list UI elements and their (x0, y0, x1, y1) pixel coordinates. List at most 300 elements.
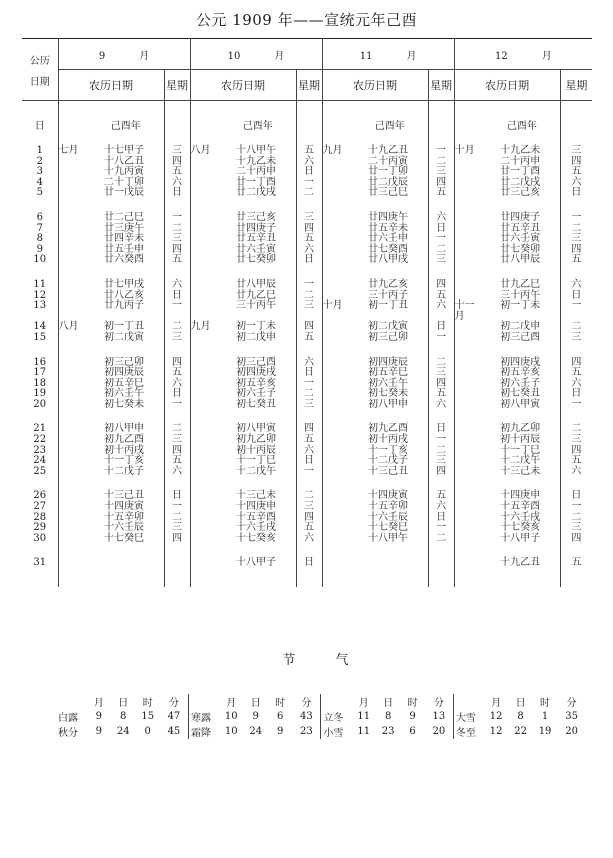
gregorian-day: 3 (36, 166, 43, 178)
lunar-month (322, 188, 352, 199)
solar-term-col-label: 分 (566, 698, 577, 709)
ganzhi: 甲子 (124, 145, 144, 156)
solar-term-month: 9 (95, 711, 102, 722)
weekday: 三 (296, 213, 322, 224)
lunar-day: 廿八 (500, 254, 521, 266)
weekday: 三 (560, 333, 592, 344)
lunar-month (190, 558, 220, 569)
lunar-month (190, 234, 220, 245)
ganzhi: 壬子 (520, 377, 541, 389)
solar-term-month: 11 (357, 726, 371, 737)
lunar-month (58, 358, 88, 369)
ganzhi: 乙未 (256, 155, 276, 167)
weekday: 四 (164, 534, 190, 545)
weekday: 四 (428, 379, 454, 390)
lunar-month: 七月 (58, 146, 88, 157)
lunar-month (190, 491, 220, 502)
weekday: 日 (296, 456, 322, 467)
lunar-month (190, 255, 220, 266)
lunar-month: 十一月 (454, 301, 484, 322)
lunar-day: 初七 (368, 388, 389, 400)
ganzhi: 壬午 (124, 388, 144, 400)
weekday: 三 (428, 368, 454, 379)
lunar-month (58, 280, 88, 291)
weekday: 四 (164, 446, 190, 457)
month-header-10: 10 月 (190, 39, 322, 70)
weekday: 一 (164, 301, 190, 322)
weekday: 二 (164, 322, 190, 333)
ganzhi: 癸巳 (124, 532, 144, 544)
gregorian-day: 4 (36, 176, 43, 188)
ganzhi: 丙午 (520, 289, 541, 301)
lunar-month (454, 446, 484, 457)
lunar-month (322, 467, 352, 478)
lunar-day: 十六 (236, 522, 256, 534)
weekday: 五 (164, 167, 190, 178)
lunar-day: 初二 (104, 331, 124, 343)
weekday: 二 (428, 358, 454, 369)
weekday: 日 (164, 491, 190, 502)
lunar-month (322, 224, 352, 235)
ganzhi: 壬戌 (256, 522, 276, 534)
lunar-day: 十二 (236, 465, 256, 477)
lunar-month (58, 400, 88, 411)
ganzhi: 丙寅 (388, 155, 409, 167)
weekday: 二 (428, 157, 454, 168)
ganzhi: 壬申 (124, 243, 144, 255)
gregorian-day: 22 (33, 434, 47, 446)
ganzhi: 壬辰 (388, 511, 409, 523)
weekday: 六 (560, 280, 592, 291)
lunar-month (190, 400, 220, 411)
ganzhi: 乙卯 (256, 434, 276, 446)
lunar-day: 初六 (368, 377, 389, 389)
lunar-day: 初一 (500, 300, 521, 312)
weekday: 日 (164, 389, 190, 400)
ganzhi: 甲辰 (520, 254, 541, 266)
gregorian-date-header: 公历 日期 (22, 39, 58, 101)
ganzhi: 戊戌 (520, 176, 541, 188)
lunar-month (454, 379, 484, 390)
lunar-month (454, 188, 484, 199)
lunar-date-header: 农历日期 (190, 70, 296, 101)
lunar-day: 初九 (236, 434, 256, 446)
weekday: 一 (560, 301, 592, 322)
ganzhi: 乙巳 (520, 278, 541, 290)
gregorian-day: 20 (33, 398, 47, 410)
lunar-day: 初三 (368, 331, 389, 343)
weekday: 三 (164, 333, 190, 344)
lunar-day: 廿三 (500, 187, 521, 199)
lunar-day: 廿九 (368, 278, 389, 290)
lunar-month (322, 491, 352, 502)
ganzhi: 己亥 (256, 211, 276, 223)
ganzhi: 甲戌 (388, 254, 409, 266)
solar-term-name: 寒露 (188, 709, 219, 724)
page-title: 公元 1909 年——宣统元年己酉 (195, 11, 418, 29)
lunar-day: 初八 (500, 398, 521, 410)
weekday: 六 (428, 502, 454, 513)
weekday: 六 (164, 379, 190, 390)
ganzhi: 乙丑 (124, 155, 144, 167)
ganzhi: 癸丑 (520, 388, 541, 400)
lunar-day: 初十 (104, 444, 124, 456)
lunar-day: 初九 (368, 423, 389, 435)
gregorian-day: 23 (33, 444, 47, 456)
lunar-date-header: 农历日期 (58, 70, 164, 101)
weekday: 三 (428, 167, 454, 178)
month-header-11: 11 月 (322, 39, 454, 70)
lunar-date-header: 农历日期 (454, 70, 560, 101)
lunar-day: 廿五 (104, 243, 124, 255)
ganzhi: 丁酉 (520, 166, 541, 178)
ganzhi: 壬寅 (520, 233, 541, 245)
weekday: 三 (164, 435, 190, 446)
weekday: 六 (428, 400, 454, 411)
ganzhi: 丁巳 (256, 455, 276, 467)
lunar-month (322, 435, 352, 446)
gregorian-day: 21 (33, 423, 47, 435)
table-row (22, 333, 592, 344)
lunar-day: 初三 (236, 356, 256, 368)
table-row (22, 467, 592, 478)
year-ganzhi: 己酉年 (506, 121, 537, 132)
solar-term-col-label: 分 (168, 698, 179, 709)
weekday: 三 (164, 146, 190, 157)
lunar-month (190, 333, 220, 344)
ganzhi: 丙申 (256, 166, 276, 178)
weekday: 三 (296, 502, 322, 513)
solar-term-day: 24 (116, 726, 130, 737)
solar-term-col-label: 月 (491, 698, 502, 709)
lunar-day: 廿八 (104, 289, 124, 301)
ganzhi: 己亥 (520, 187, 541, 199)
lunar-day: 十二 (500, 455, 521, 467)
lunar-day: 廿一 (368, 166, 389, 178)
lunar-month (454, 400, 484, 411)
gregorian-day: 25 (33, 465, 47, 477)
lunar-month (58, 245, 88, 256)
weekday: 二 (296, 491, 322, 502)
ganzhi: 庚子 (256, 222, 276, 234)
weekday: 日 (428, 322, 454, 333)
lunar-month (322, 322, 352, 333)
weekday: 一 (164, 213, 190, 224)
weekday: 二 (560, 424, 592, 435)
lunar-month (454, 368, 484, 379)
weekday: 一 (428, 146, 454, 157)
ganzhi: 丙戌 (124, 444, 144, 456)
weekday: 六 (560, 379, 592, 390)
lunar-month (322, 333, 352, 344)
lunar-day: 初六 (104, 388, 124, 400)
lunar-day: 廿一 (104, 187, 124, 199)
weekday: 五 (428, 291, 454, 302)
solar-term-col-label: 分 (301, 698, 312, 709)
lunar-month (190, 534, 220, 545)
ganzhi: 丙子 (388, 289, 409, 301)
weekday: 二 (428, 245, 454, 256)
ganzhi: 辛未 (124, 233, 144, 245)
ganzhi: 辛丑 (520, 222, 541, 234)
lunar-month (58, 167, 88, 178)
lunar-month (190, 188, 220, 199)
weekday: 四 (428, 178, 454, 189)
gregorian-day: 29 (33, 522, 47, 534)
weekday: 二 (296, 188, 322, 199)
ganzhi: 甲辰 (256, 278, 276, 290)
gregorian-day: 2 (36, 155, 43, 167)
lunar-month (322, 213, 352, 224)
lunar-day: 十九 (500, 557, 521, 569)
weekday: 三 (560, 234, 592, 245)
ganzhi: 庚午 (124, 222, 144, 234)
lunar-day: 十七 (104, 145, 124, 156)
lunar-month (190, 467, 220, 478)
solar-term-day: 8 (120, 711, 127, 722)
weekday: 日 (428, 424, 454, 435)
weekday: 四 (296, 322, 322, 333)
lunar-month (190, 178, 220, 189)
weekday: 五 (428, 188, 454, 199)
lunar-month (190, 224, 220, 235)
lunar-month: 十月 (454, 146, 484, 157)
lunar-month (454, 467, 484, 478)
weekday (428, 558, 454, 569)
lunar-month (454, 558, 484, 569)
solar-term-hour: 15 (141, 711, 155, 722)
solar-terms-title: 节 气 (282, 653, 367, 668)
lunar-day: 廿四 (368, 211, 389, 223)
lunar-month (454, 491, 484, 502)
lunar-day: 三十 (368, 289, 389, 301)
lunar-month (190, 456, 220, 467)
lunar-day: 十二 (368, 455, 389, 467)
lunar-day (352, 558, 388, 569)
gregorian-day: 31 (33, 557, 47, 569)
gregorian-day: 9 (36, 243, 43, 255)
ganzhi: 庚申 (256, 501, 276, 513)
weekday: 五 (296, 146, 322, 157)
solar-term-col-label: 时 (142, 698, 153, 709)
solar-term-minute: 23 (300, 726, 313, 737)
lunar-day: 初七 (236, 398, 256, 410)
ganzhi: 庚寅 (388, 490, 409, 502)
lunar-day: 十五 (236, 511, 256, 523)
weekday: 日 (164, 188, 190, 199)
lunar-day: 初四 (500, 356, 521, 368)
lunar-month (190, 245, 220, 256)
solar-term-minute: 13 (432, 711, 446, 722)
solar-term-hour: 1 (541, 711, 549, 722)
weekday-header: 星期 (164, 70, 190, 101)
lunar-month (322, 157, 352, 168)
weekday: 日 (296, 167, 322, 178)
weekday: 六 (428, 301, 454, 322)
lunar-day: 初一 (368, 300, 389, 312)
lunar-month (322, 280, 352, 291)
weekday: 一 (560, 502, 592, 513)
ganzhi: 辛巳 (124, 377, 144, 389)
weekday: 三 (560, 146, 592, 157)
lunar-day: 十五 (368, 501, 389, 513)
table-row (22, 301, 592, 322)
weekday: 一 (560, 400, 592, 411)
lunar-day: 十三 (500, 465, 521, 477)
lunar-month (322, 446, 352, 457)
gregorian-day: 24 (33, 455, 47, 467)
weekday: 日 (164, 291, 190, 302)
lunar-month (190, 358, 220, 369)
lunar-day: 二十 (236, 166, 256, 178)
lunar-day: 初六 (236, 388, 256, 400)
lunar-day: 廿二 (368, 176, 389, 188)
lunar-day: 十八 (368, 532, 389, 544)
weekday: 三 (296, 301, 322, 322)
lunar-month (322, 400, 352, 411)
lunar-month (322, 167, 352, 178)
gregorian-day: 11 (33, 278, 47, 290)
ganzhi (388, 558, 428, 569)
weekday: 五 (164, 368, 190, 379)
year-ganzhi: 己酉年 (242, 121, 273, 132)
ganzhi: 丙戌 (388, 434, 409, 446)
lunar-day: 初九 (500, 423, 521, 435)
lunar-month (58, 178, 88, 189)
lunar-month (58, 157, 88, 168)
solar-term-col-label: 日 (383, 698, 394, 709)
weekday: 六 (296, 534, 322, 545)
lunar-month (322, 424, 352, 435)
solar-term-col-label: 日 (250, 698, 261, 709)
ganzhi: 壬寅 (256, 243, 276, 255)
ganzhi: 癸未 (124, 398, 144, 410)
lunar-day: 十一 (500, 444, 521, 456)
lunar-day: 十六 (104, 522, 124, 534)
table-row (22, 280, 592, 291)
ganzhi: 丙午 (256, 300, 276, 312)
lunar-day: 廿四 (500, 211, 521, 223)
weekday: 一 (428, 523, 454, 534)
table-row (22, 146, 592, 157)
year-ganzhi: 己酉年 (110, 121, 141, 132)
lunar-day: 十七 (368, 522, 389, 534)
lunar-day: 廿四 (104, 233, 124, 245)
ganzhi: 戊辰 (388, 176, 409, 188)
ganzhi: 壬申 (388, 233, 409, 245)
lunar-day: 三十 (500, 289, 521, 301)
ganzhi: 壬子 (256, 388, 276, 400)
lunar-month (322, 534, 352, 545)
weekday: 一 (164, 502, 190, 513)
lunar-month (58, 558, 88, 569)
ganzhi: 戊午 (520, 455, 541, 467)
lunar-day: 廿四 (236, 222, 256, 234)
weekday: 六 (428, 213, 454, 224)
gregorian-day: 10 (33, 254, 47, 266)
lunar-day: 十四 (368, 490, 389, 502)
lunar-month (454, 513, 484, 524)
weekday: 日 (296, 558, 322, 569)
weekday: 六 (560, 467, 592, 478)
lunar-day: 初六 (500, 377, 521, 389)
table-row (22, 255, 592, 266)
lunar-month (454, 280, 484, 291)
solar-term-minute: 20 (432, 726, 446, 737)
weekday: 四 (428, 467, 454, 478)
lunar-day: 十九 (368, 145, 389, 156)
ganzhi: 丁酉 (256, 176, 276, 188)
lunar-day: 初三 (104, 356, 124, 368)
lunar-month (58, 255, 88, 266)
lunar-day: 十三 (368, 465, 389, 477)
solar-term-minute: 20 (565, 726, 578, 737)
weekday: 二 (560, 513, 592, 524)
lunar-month (322, 513, 352, 524)
lunar-month (58, 291, 88, 302)
ganzhi: 甲申 (124, 423, 144, 435)
lunar-month (322, 558, 352, 569)
lunar-day: 十四 (500, 490, 521, 502)
ganzhi: 甲寅 (520, 398, 541, 410)
lunar-day: 十九 (104, 166, 124, 178)
lunar-day: 廿五 (368, 222, 389, 234)
lunar-month (58, 446, 88, 457)
ganzhi: 辛巳 (388, 367, 409, 379)
weekday: 一 (296, 379, 322, 390)
weekday: 五 (560, 558, 592, 569)
gregorian-day: 5 (36, 187, 43, 199)
lunar-month (58, 213, 88, 224)
ganzhi: 辛亥 (256, 377, 276, 389)
table-row (22, 213, 592, 224)
lunar-month (190, 301, 220, 322)
ganzhi: 辛卯 (388, 501, 409, 513)
lunar-day: 廿六 (236, 243, 256, 255)
lunar-day: 廿九 (236, 289, 256, 301)
lunar-day: 初五 (368, 367, 389, 379)
ganzhi: 戊戌 (256, 187, 276, 199)
weekday: 一 (428, 234, 454, 245)
ganzhi: 丁亥 (124, 455, 144, 467)
ganzhi: 乙巳 (256, 289, 276, 301)
weekday: 日 (296, 255, 322, 266)
solar-term-row (56, 724, 586, 739)
solar-term-month: 10 (224, 726, 238, 737)
weekday: 一 (428, 333, 454, 344)
solar-term-col-label: 月 (93, 698, 104, 709)
gregorian-day: 7 (36, 222, 43, 234)
weekday: 四 (296, 513, 322, 524)
gregorian-day: 16 (33, 356, 47, 368)
ganzhi: 戊子 (124, 465, 144, 477)
ganzhi: 丁卯 (124, 176, 144, 188)
solar-term-col-label: 月 (358, 698, 369, 709)
table-row (22, 558, 592, 569)
weekday: 三 (428, 255, 454, 266)
ganzhi: 丙辰 (256, 444, 276, 456)
ganzhi: 丙申 (520, 155, 541, 167)
ganzhi: 丁卯 (388, 166, 409, 178)
ganzhi: 癸卯 (256, 254, 276, 266)
lunar-month (58, 456, 88, 467)
solar-term-hour: 19 (538, 726, 552, 737)
solar-term-minute: 45 (167, 726, 181, 737)
weekday: 二 (164, 424, 190, 435)
lunar-month (454, 167, 484, 178)
solar-term-hour: 9 (409, 711, 416, 722)
solar-term-month: 12 (489, 726, 503, 737)
